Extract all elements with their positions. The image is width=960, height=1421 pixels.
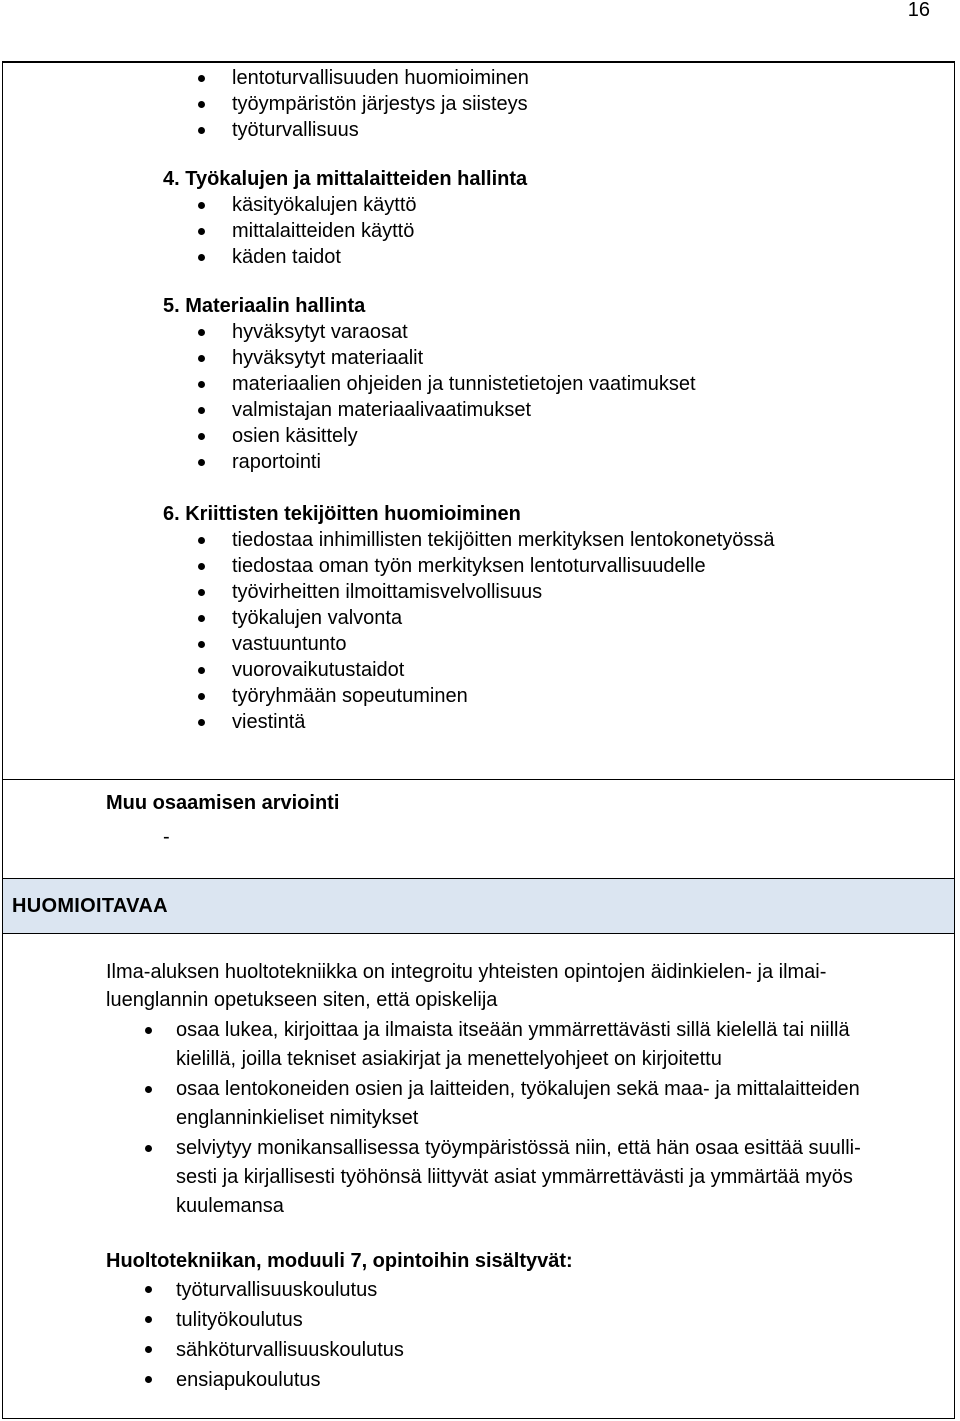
list-item: valmistajan materiaalivaatimukset [232,397,696,423]
section-5-list [232,319,696,475]
list-item: osaa lukea, kirjoittaa ja ilmaista itseään ymmärrettävästi sillä kielellä tai niillä kielillä, joilla tekniset asiakirjat ja menettelyohjeet on kirjoitettu [176,1016,861,1074]
module-title: Huoltotekniikan, moduuli 7, opintoihin sisältyvät: [106,1250,573,1272]
list-item: materiaalien ohjeiden ja tunnistetietojen vaatimukset [232,371,696,397]
list-item: käden taidot [232,244,417,270]
requirements-list [176,1016,861,1222]
bullet-icon [145,1145,152,1152]
bullet-icon [198,127,205,134]
list-item: hyväksytyt materiaalit [232,345,696,371]
bullet-icon [145,1346,152,1353]
list-item: lentoturvallisuuden huomioiminen [232,65,529,91]
list-item: tulityökoulutus [176,1305,404,1335]
bullet-icon [198,693,205,700]
section-5-title: 5. Materiaalin hallinta [163,295,366,317]
bullet-icon [198,459,205,466]
bullet-icon [198,537,205,544]
section-6-list [232,527,775,735]
list-item: työvirheitten ilmoittamisvelvollisuus [232,579,775,605]
list-item: mittalaitteiden käyttö [232,218,417,244]
list-item: työryhmään sopeutuminen [232,683,775,709]
section-4-title-block [163,166,527,192]
huomioitavaa-header [3,878,954,934]
bullet-icon [145,1286,152,1293]
huomioitavaa-content [3,934,954,1419]
bullet-icon [145,1086,152,1093]
bullet-icon [198,228,205,235]
section-4-list [232,192,417,270]
bullet-icon [198,101,205,108]
bullet-icon [198,433,205,440]
intro-line: luenglannin opetukseen siten, että opiskelija [106,989,498,1011]
bullet-icon [198,329,205,336]
bullet-icon [145,1376,152,1383]
content-section [3,63,954,779]
bullet-icon [145,1027,152,1034]
muu-value: - [163,826,170,848]
list-item: työturvallisuus [232,117,529,143]
list-item: osien käsittely [232,423,696,449]
list-item: raportointi [232,449,696,475]
list-item: työympäristön järjestys ja siisteys [232,91,529,117]
bullet-icon [198,641,205,648]
section-4-title: 4. Työkalujen ja mittalaitteiden hallinta [163,168,528,190]
bullet-icon [198,202,205,209]
bullet-icon [145,1316,152,1323]
module-title-block [106,1248,573,1274]
list-item: käsityökalujen käyttö [232,192,417,218]
bullet-icon [198,381,205,388]
list-item: viestintä [232,709,775,735]
section-6-title-block [163,501,521,527]
list-item: tiedostaa oman työn merkityksen lentoturvallisuudelle [232,553,775,579]
list-item: hyväksytyt varaosat [232,319,696,345]
list-item: vuorovaikutustaidot [232,657,775,683]
bullet-icon [198,667,205,674]
bullet-icon [198,563,205,570]
intro-line: Ilma-aluksen huoltotekniikka on integroitu yhteisten opintojen äidinkielen- ja ilmai- [106,961,827,983]
bullet-icon [198,719,205,726]
bullet-icon [198,615,205,622]
page-number: 16 [907,0,930,21]
list-item: työkalujen valvonta [232,605,775,631]
document-frame [2,61,955,1419]
muu-title: Muu osaamisen arviointi [106,792,340,814]
bullet-icon [198,254,205,261]
list-item: tiedostaa inhimillisten tekijöitten merkityksen lentokonetyössä [232,527,775,553]
module-list [176,1275,404,1395]
list-a [232,65,529,143]
bullet-icon [198,407,205,414]
list-item: ensiapukoulutus [176,1365,404,1395]
bullet-icon [198,75,205,82]
list-item: selviytyy monikansallisessa työympäristössä niin, että hän osaa esittää suulli- sesti ja kirjallisesti työhönsä liittyvät asiat ymmärrettävästi ja ymmärtää myös kuulemansa [176,1134,861,1221]
muu-osaamisen-section [3,779,954,878]
list-item: vastuuntunto [232,631,775,657]
bullet-icon [198,355,205,362]
list-item: työturvallisuuskoulutus [176,1275,404,1305]
huomioitavaa-heading: HUOMIOITAVAA [12,895,168,917]
intro-paragraph [106,958,826,1014]
list-item: osaa lentokoneiden osien ja laitteiden, työkalujen sekä maa- ja mittalaitteiden englanninkieliset nimitykset [176,1075,861,1133]
section-5-title-block [163,293,365,319]
section-6-title: 6. Kriittisten tekijöitten huomioiminen [163,503,521,525]
list-item: sähköturvallisuuskoulutus [176,1335,404,1365]
bullet-icon [198,589,205,596]
